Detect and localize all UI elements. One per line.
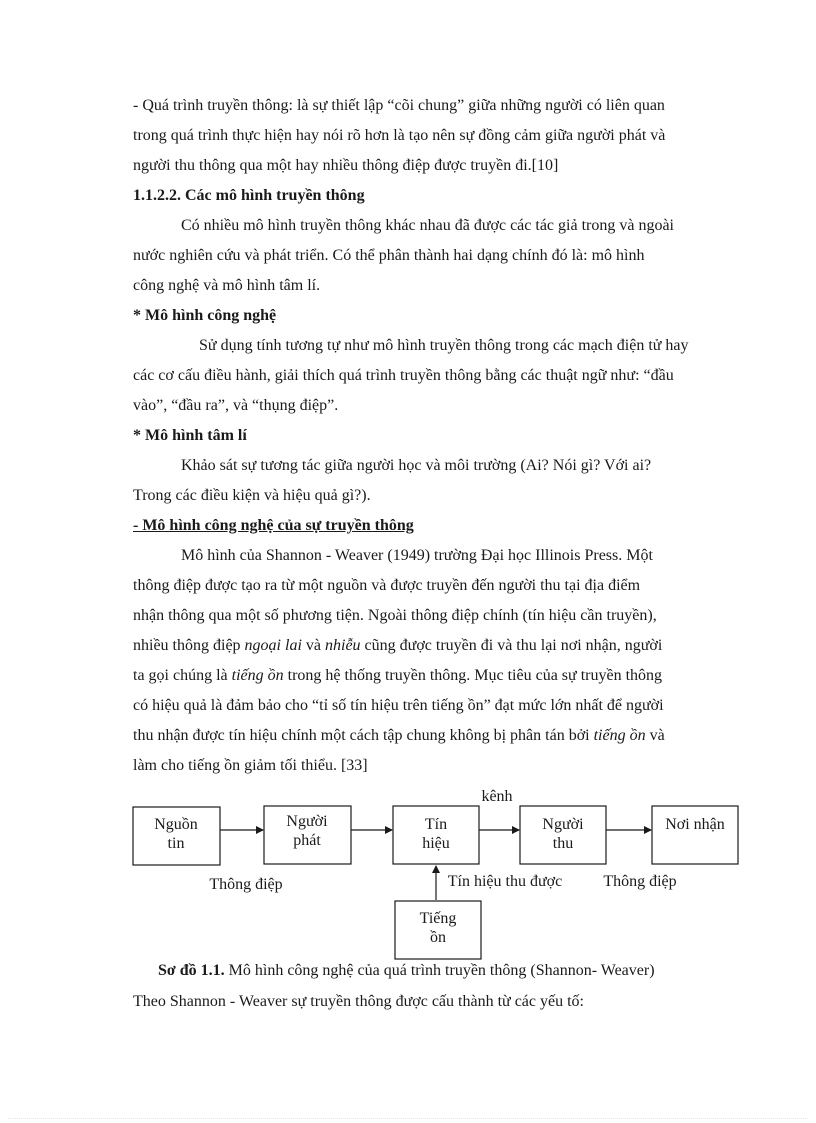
- subsection-heading: * Mô hình tâm lí: [133, 427, 247, 444]
- sender-label-1: Người: [286, 813, 328, 830]
- paragraph-line: [133, 726, 665, 746]
- message-right-label: Thông điệp: [603, 873, 677, 890]
- sender-label-2: phát: [293, 832, 321, 849]
- receiver-label-2: thu: [552, 835, 574, 852]
- paragraph-line: làm cho tiếng ồn giảm tối thiểu. [33]: [133, 757, 368, 774]
- received-signal-label: Tín hiệu thu được: [447, 873, 563, 890]
- paragraph-line: trong quá trình thực hiện hay nói rõ hơn là tạo nên sự đồng cảm giữa người phát và: [133, 127, 666, 144]
- paragraph-line: - Quá trình truyền thông: là sự thiết lập “cõi chung” giữa những người có liên quan: [133, 97, 665, 114]
- sender-box: [264, 806, 351, 864]
- destination-label: Nơi nhận: [665, 816, 725, 833]
- paragraph-line: Mô hình của Shannon - Weaver (1949) trường Đại học Illinois Press. Một: [181, 547, 653, 564]
- paragraph-line: người thu thông qua một hay nhiều thông điệp được truyền đi.[10]: [133, 157, 559, 174]
- closing-line: Theo Shannon - Weaver sự truyền thông được cấu thành từ các yếu tố:: [133, 993, 584, 1010]
- text-run: trong hệ thống truyền thông. Mục tiêu của sự truyền thông: [287, 667, 663, 684]
- italic-term: ngoại lai: [244, 637, 302, 654]
- subsection-heading: * Mô hình công nghệ: [133, 307, 277, 324]
- paragraph-line: [133, 666, 662, 686]
- text-run: ta gọi chúng là: [133, 667, 228, 684]
- italic-term: tiếng ồn: [593, 727, 646, 744]
- paragraph-line: thông điệp được tạo ra từ một nguồn và được truyền đến người thu tại địa điểm: [133, 577, 641, 594]
- signal-label-1: Tín: [424, 816, 448, 833]
- paragraph-line: nước nghiên cứu và phát triển. Có thể phân thành hai dạng chính đó là: mô hình: [133, 247, 645, 264]
- text-run: và: [649, 727, 665, 744]
- channel-label: kênh: [481, 788, 513, 805]
- destination-box: [652, 806, 738, 864]
- paragraph-line: [133, 636, 662, 656]
- noise-box: [395, 901, 481, 959]
- paragraph-line: Trong các điều kiện và hiệu quả gì?).: [133, 487, 371, 504]
- receiver-label-1: Người: [542, 816, 584, 833]
- section-heading: 1.1.2.2. Các mô hình truyền thông: [133, 187, 365, 204]
- paragraph-line: Khảo sát sự tương tác giữa người học và môi trường (Ai? Nói gì? Với ai?: [181, 457, 652, 474]
- message-left-label: Thông điệp: [209, 876, 283, 893]
- signal-label-2: hiệu: [422, 835, 450, 852]
- text-run: và: [305, 637, 321, 654]
- page-border: [8, 1118, 808, 1119]
- figure-caption: [158, 962, 655, 980]
- subsection-heading: - Mô hình công nghệ của sự truyền thông: [133, 517, 414, 534]
- text-run: thu nhận được tín hiệu chính một cách tập chung không bị phân tán bởi: [133, 727, 590, 744]
- text-run: nhiều thông điệp: [133, 637, 241, 654]
- source-box: [133, 807, 220, 865]
- paragraph-line: Sử dụng tính tương tự như mô hình truyền thông trong các mạch điện tử hay: [199, 337, 689, 354]
- caption-label: Sơ đồ 1.1.: [158, 962, 225, 979]
- italic-term: nhiễu: [325, 637, 361, 654]
- text-run: cũng được truyền đi và thu lại nơi nhận, người: [364, 637, 663, 654]
- noise-label-1: Tiếng: [419, 910, 457, 927]
- paragraph-line: vào”, “đầu ra”, và “thụng điệp”.: [133, 397, 339, 414]
- paragraph-line: có hiệu quả là đảm bảo cho “tỉ số tín hiệu trên tiếng ồn” đạt mức lớn nhất để người: [133, 697, 664, 714]
- source-label-1: Nguồn: [154, 816, 198, 833]
- paragraph-line: Có nhiều mô hình truyền thông khác nhau đã được các tác giả trong và ngoài: [181, 217, 674, 234]
- paragraph-line: công nghệ và mô hình tâm lí.: [133, 277, 321, 294]
- paragraph-line: nhận thông qua một số phương tiện. Ngoài thông điệp chính (tín hiệu cần truyền),: [133, 607, 657, 624]
- signal-box: [393, 806, 479, 864]
- italic-term: tiếng ồn: [231, 667, 284, 684]
- source-label-2: tin: [167, 835, 185, 852]
- receiver-box: [520, 806, 606, 864]
- caption-text: Mô hình công nghệ của quá trình truyền thông (Shannon- Weaver): [224, 962, 655, 979]
- paragraph-line: các cơ cấu điều hành, giải thích quá trình truyền thông bằng các thuật ngữ như: “đầu: [133, 367, 674, 384]
- noise-label-2: ồn: [430, 929, 446, 946]
